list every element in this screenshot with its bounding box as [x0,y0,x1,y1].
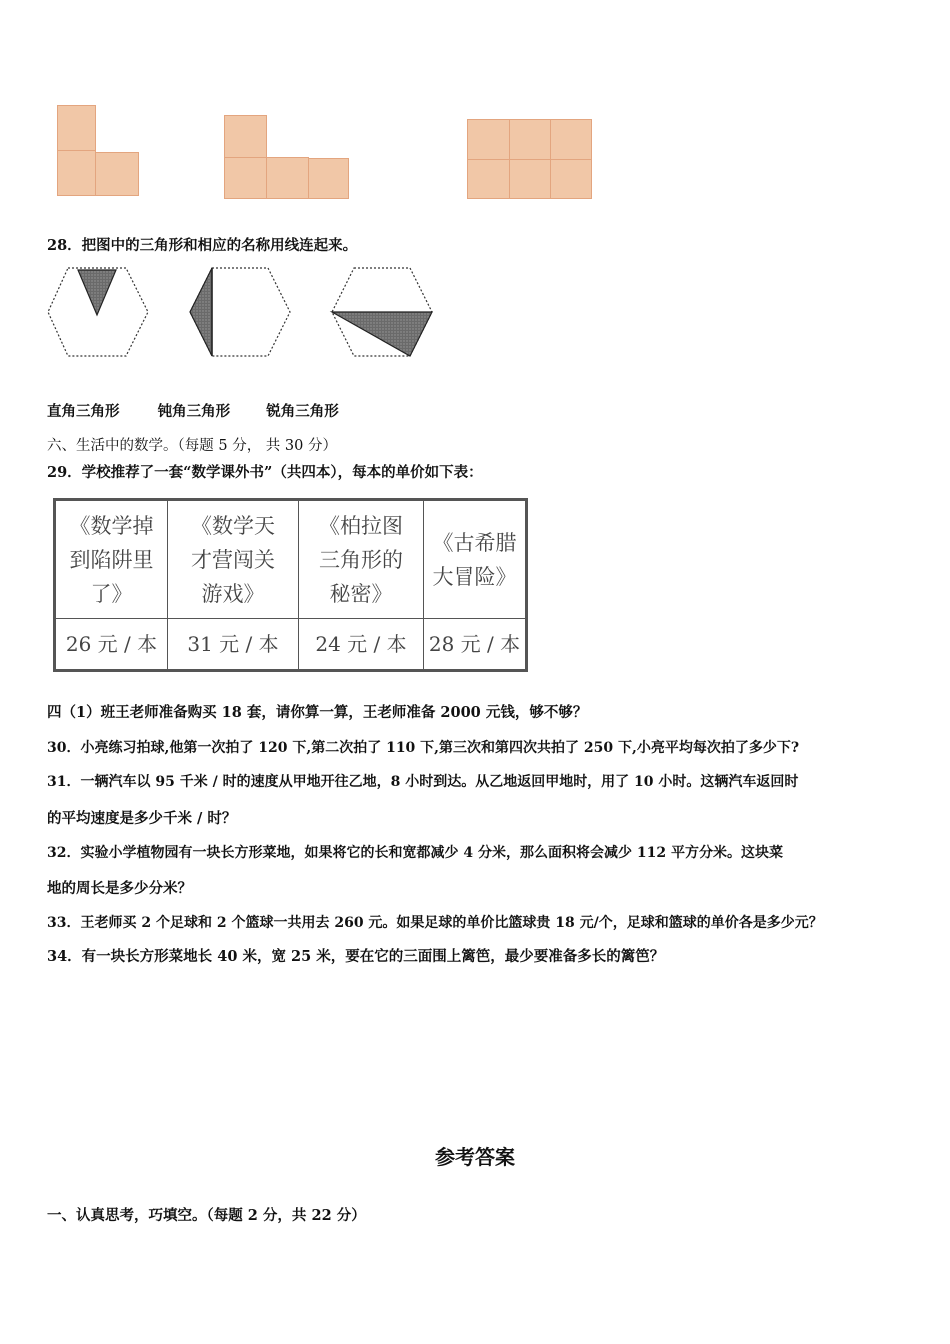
book-title-cell: 《柏拉图 三角形的 秘密》 [299,500,424,619]
book-title-cell: 《数学天 才营闯关 游戏》 [168,500,299,619]
book-price-cell: 24 元 / 本 [299,619,424,671]
question-34: 34．有一块长方形菜地长 40 米，宽 25 米，要在它的三面围上篱笆，最少要准备多长的篱笆？ [47,948,665,965]
book-title-cell: 《古希腊 大冒险》 [424,500,527,619]
question-29-text: 四（1）班王老师准备购买 18 套，请你算一算，王老师准备 2000 元钱，够不够？ [47,704,588,721]
book-price-cell: 26 元 / 本 [55,619,168,671]
triangle-acute [78,270,116,315]
question-31-line2: 的平均速度是多少千米 / 时？ [47,810,237,827]
square-tile [95,152,139,196]
question-31-line1: 31．一辆汽车以 95 千米 / 时的速度从甲地开往乙地，8 小时到达。从乙地返回甲地时，用了 10 小时。这辆汽车返回时 [47,774,799,790]
hexagon-triangles-figure [40,262,450,362]
answers-title: 参考答案 [435,1145,515,1169]
square-tile [266,157,309,199]
book-price-table [53,498,528,672]
triangle-obtuse [332,312,432,356]
square-tile [57,150,96,196]
question-32-line1: 32．实验小学植物园有一块长方形菜地，如果将它的长和宽都减少 4 分米，那么面积将会减少 112 平方分米。这块菜 [47,845,783,861]
square-tile [57,105,96,151]
name-acute-triangle: 锐角三角形 [266,403,339,420]
question-30: 30．小亮练习拍球,他第一次拍了 120 下,第二次拍了 110 下,第三次和第四次共拍了 250 下,小亮平均每次拍了多少下? [47,740,800,756]
square-tile [550,119,592,160]
name-obtuse-triangle: 钝角三角形 [157,403,231,420]
triangle-name-list [47,402,339,422]
question-28: 28．把图中的三角形和相应的名称用线连起来。 [47,237,358,254]
question-29-intro: 29．学校推荐了一套“数学课外书”（共四本），每本的单价如下表： [47,464,483,481]
question-33: 33．王老师买 2 个足球和 2 个篮球一共用去 260 元。如果足球的单价比篮球贵 18 元/个，足球和篮球的单价各是多少元？ [47,915,823,931]
square-tile [467,119,510,160]
section-6-heading: 六、生活中的数学。（每题 5 分， 共 30 分） [47,438,337,454]
square-tile [224,115,267,158]
book-price-cell: 31 元 / 本 [168,619,299,671]
square-tile [224,157,267,199]
triangle-right [190,268,212,356]
book-price-cell: 28 元 / 本 [424,619,527,671]
square-tile [509,159,551,199]
question-32-line2: 地的周长是多少分米？ [47,880,192,897]
square-tile [467,159,510,199]
square-tile [509,119,551,160]
name-right-triangle: 直角三角形 [47,403,120,420]
answers-section-1: 一、认真思考，巧填空。（每题 2 分，共 22 分） [47,1207,366,1224]
table-row-titles [55,500,527,619]
square-tile [550,159,592,199]
square-tile [308,158,349,199]
book-title-cell: 《数学掉 到陷阱里 了》 [55,500,168,619]
table-row-prices [55,619,527,671]
